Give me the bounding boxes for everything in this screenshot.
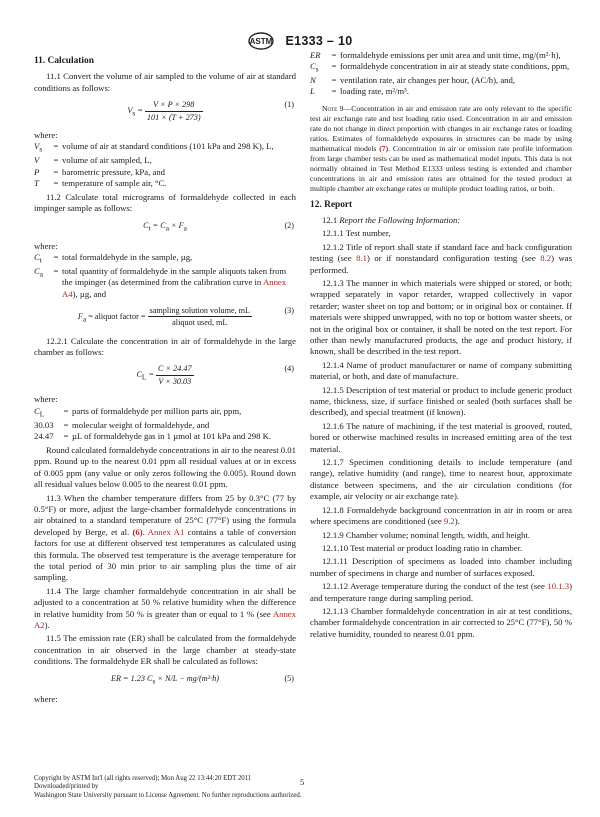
para-12-1-10: 12.1.10 Test material or product loading ratio in chamber. — [322, 542, 523, 553]
equation-4: $C_L$ = $\frac{C \times 24.47}{V \times 30.03}$ (4) — [136, 364, 294, 386]
para-12-1-2: 12.1.2 Title of report shall state if standard face and back configuration testing (see 8.1) or if nonstandard configuration testing (see 8.2) was performed. — [310, 241, 572, 275]
eq3-number: (3) — [284, 305, 294, 315]
equation-2: $C_t = C_a \times F_a$ (2) — [143, 220, 294, 233]
note-9: Note 9—Concentration in air and emission rate are only relevant to the specific test air exchange rate and test loading ratio used. Concentration in air and emission rate do not change in direct proportion with changes in air exchange rates or loading ratios. Estimates of formaldehyde exposures in structures can be made by using mathematical models (7). Concentration in air or emission rate profile information from large chamber tests can be used as mathematical model inputs. This data is not normally obtained in Test Method E1333 unless testing is extended and chamber concentrations in air and emission rates are obtained for the tested product at multiple chamber air exchange rates or multiple product loading ratios, or both. — [310, 103, 572, 193]
footer-line-1: Copyright by ASTM Int'l (all rights reserved); Mon Aug 22 13:44:20 EDT 2011 — [34, 775, 252, 782]
eq2-number: (2) — [284, 220, 294, 230]
link-8-2[interactable]: 8.2 — [540, 253, 552, 264]
page-number: 5 — [300, 777, 305, 787]
eq1-lhs: $V_s$ = — [127, 106, 145, 118]
para-11-3: 11.3 When the chamber temperature differs from 25 by 0.3°C (77 by 0.5°F) or more, adjust the large-chamber formaldehyde concentrations in air obtained to a standard temperature of 25°C (77°F) using the formula developed by Berge, et al. (6). Annex A1 contains a table of conversion factors for use at different observed test temperatures as calculated using this formula. The observed test temperature is the average temperature for the total period of 30 min prior to air sampling plus the time of air sampling. — [34, 492, 296, 583]
para-11-2-1: 12.2.1 Calculate the concentration in air of formaldehyde in the large chamber as follows: — [34, 335, 296, 358]
astm-logo-icon — [248, 32, 274, 50]
svg-text:ASTM: ASTM — [249, 37, 272, 47]
link-annex-a2[interactable]: Annex A2 — [34, 608, 296, 631]
para-12-1-1: 12.1.1 Test number, — [322, 228, 391, 239]
para-11-1: 11.1 Convert the volume of air sampled to the volume of air at standard conditions as follows: — [34, 71, 296, 93]
para-12-1-3: 12.1.3 The manner in which materials were shipped or stored, or both; wrapped separately in vapor retarder, wrapped collectively in vapor retarder; waster sheet on top and bottom; or in original box or container. If materials were shipped unwrapped, with no top or bottom waster sheets, or not in the original box or container, it shall be noted on the test report. For other than newly manufactured products, the age and product history, if known, shall be described in the test report. — [310, 277, 572, 357]
para-11-2: 11.2 Calculate total micrograms of formaldehyde collected in each impinger sample as follows: — [34, 191, 296, 214]
para-12-1-9: 12.1.9 Chamber volume; nominal length, width, and height. — [322, 529, 530, 540]
para-12-1-11: 12.1.11 Description of specimens as loaded into chamber including number of specimens in charge and number of surfaces exposed. — [310, 556, 572, 578]
link-annex-a1[interactable]: Annex A1 — [147, 526, 185, 537]
para-12-1-13: 12.1.13 Chamber formaldehyde concentration in air at test conditions, chamber formaldehyde concentration in air corrected to 25°C (77°F), 50 % relative humidity, rounded to nearest 0.01 ppm. — [310, 605, 572, 639]
left-column — [34, 56, 296, 705]
eq1-denominator: 101 × (T + 273) — [146, 112, 201, 122]
vars-1: $V_s$ = volume of air at standard conditions (101 kPa and 298 K), L, V = volume of air sampled, L, P = barometric pressure, kPa, and T = temperature of sample air, °C. — [34, 141, 274, 188]
equation-5: ER = 1.23 $C_s \times N/L - mg/(m^2\cdot h)$ (5) — [110, 673, 294, 686]
section-12-title: 12. Report — [310, 199, 353, 210]
where-2: where: — [34, 240, 58, 251]
eq5-number: (5) — [284, 673, 294, 683]
eq1-number: (1) — [284, 100, 294, 110]
footer-line-3: Washington State University pursuant to License Agreement. No further reproductions authorized. — [34, 791, 302, 799]
link-8-1[interactable]: 8.1 — [356, 253, 367, 264]
vars-2: $C_t$ = total formaldehyde in the sample, µg, $C_a$ = total quantity of formaldehyde in the sample aliquots taken from the impinger (as determined from the calibration curve in Annex A4), µg, and — [34, 252, 287, 299]
para-12-1: 12.1 Report the Following Information: — [322, 214, 461, 225]
footer-line-2: Downloaded/printed by — [34, 783, 99, 791]
para-12-1-4: 12.1.4 Name of product manufacturer or name of company submitting material, or both, and date of manufacture. — [310, 359, 572, 382]
equation-3: $F_a$ = aliquot factor = $\frac{\text{sampling solution volume, mL}}{\text{aliquot used, mL}}$ (3) — [77, 305, 294, 328]
where-4: where: — [34, 693, 58, 704]
where-3: where: — [34, 394, 58, 405]
para-12-1-8: 12.1.8 Formaldehyde background concentration in air in room or area where specimens are conditioned (see 9.2). — [310, 504, 572, 527]
para-12-1-5: 12.1.5 Description of test material or product to include generic product name, thickness, size, if surface finished or sealed (both surfaces shall be described), and special treatment (if known). — [310, 384, 572, 418]
section-11-title: 11. Calculation — [34, 56, 94, 66]
page-header — [0, 32, 600, 52]
para-12-1-7: 12.1.7 Specimen conditioning details to include temperature (and range), relative humidity (and range), time to nearest hour, approximate distance between specimens, and the air circulation conditions (for example, air velocity or air exchange rate). — [310, 457, 572, 502]
vars-3: $C_L$ = parts of formaldehyde per million parts air, ppm, 30.03 = molecular weight of formaldehyde, and 24.47 = µL of formaldehyde gas in 1 µmol at 101 kPa and 298 K. — [34, 405, 272, 441]
para-11-5: 11.5 The emission rate (ER) shall be calculated from the formaldehyde concentration in air observed in the large chamber at steady-state conditions. The formaldehyde ER shall be calculated as follows: — [34, 633, 296, 667]
copyright-footer — [34, 775, 554, 800]
para-12-1-12: 12.1.12 Average temperature during the conduct of the test (see 10.1.3) and temperature range during sampling period. — [310, 581, 572, 603]
para-12-1-6: 12.1.6 The nature of machining, if the test material is grooved, routed, bored or otherwise machined results in increased emitting area of the test material. — [310, 420, 572, 454]
para-rounding: Round calculated formaldehyde concentrations in air to the nearest 0.01 ppm. Round up to the nearest 0.01 ppm all residual values at or in excess of 0.005 ppm (any value or only zeros following the 0.005). Round down all residual values below 0.005 to the nearest 0.01 ppm. — [34, 444, 296, 490]
vars-4: ER = formaldehyde emissions per unit area and unit time, mg/(m²·h), $C_s$ = formaldehyde concentration in air at steady state conditions, ppm, N = ventilation rate, air changes per hour, (AC/h), and, L = loading rate, m²/m³. — [310, 50, 570, 97]
eq1-numerator: V × P × 298 — [145, 99, 203, 111]
right-column — [310, 50, 572, 642]
ref-7-link[interactable]: (7) — [379, 143, 389, 153]
standard-designation: E1333 – 10 — [285, 34, 353, 49]
eq4-number: (4) — [284, 364, 294, 374]
link-10-1-3[interactable]: 10.1.3 — [547, 581, 570, 592]
ref-6-link[interactable]: (6) — [132, 526, 143, 537]
where-1: where: — [34, 130, 58, 141]
link-9-2[interactable]: 9.2 — [443, 516, 455, 527]
link-annex-a4[interactable]: Annex A4 — [62, 277, 287, 299]
para-11-4: 11.4 The large chamber formaldehyde concentration in air shall be adjusted to a concentration at 50 % relative humidity when the difference in relative humidity from 50 % is greater than or equal to 1 % (see Annex A2). — [34, 585, 296, 631]
equation-1 — [34, 99, 296, 123]
